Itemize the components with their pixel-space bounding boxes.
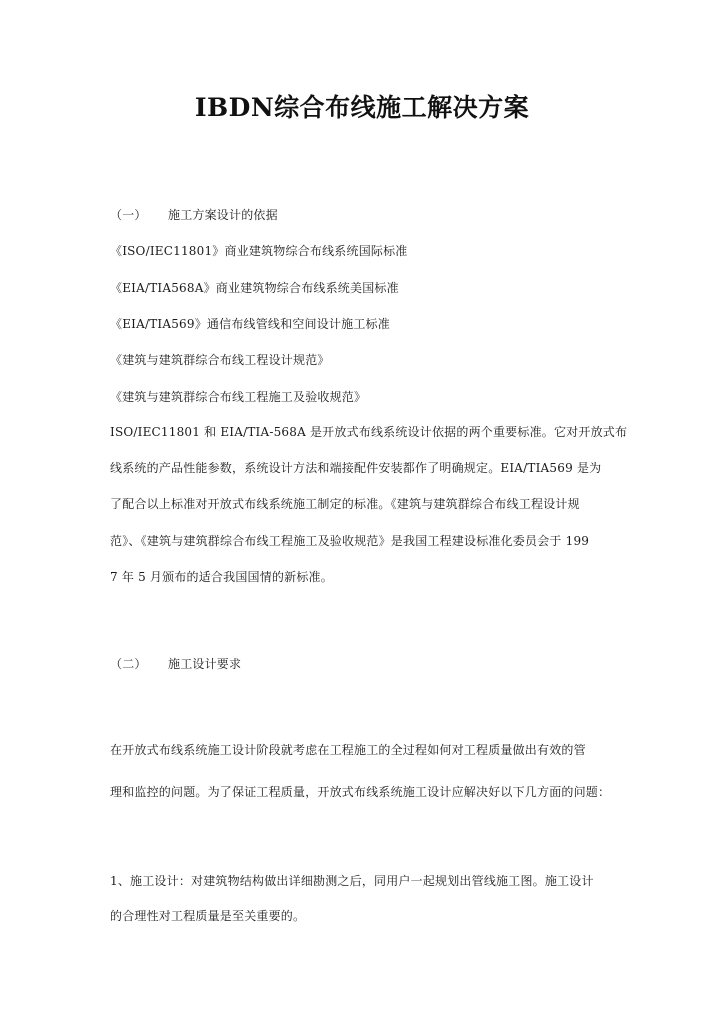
section-number: （二） [110, 657, 147, 671]
paragraph-line: 了配合以上标准对开放式布线系统施工制定的标准。《建筑与建筑群综合布线工程设计规 [110, 497, 580, 511]
section-heading-1 [110, 208, 630, 222]
paragraph-line: 理和监控的问题。为了保证工程质量，开放式布线系统施工设计应解决好以下几方面的问题： [110, 785, 611, 799]
standard-item: 《EIA/TIA568A》商业建筑物综合布线系统美国标准 [110, 281, 399, 295]
paragraph-line: 的合理性对工程质量是至关重要的。 [110, 909, 306, 923]
paragraph-line: 7 年 5 月颁布的适合我国国情的新标准。 [110, 570, 333, 584]
section-heading-2 [110, 657, 630, 671]
standard-item: 《ISO/IEC11801》商业建筑物综合布线系统国际标准 [110, 244, 408, 258]
standard-item: 《建筑与建筑群综合布线工程施工及验收规范》 [110, 390, 367, 404]
paragraph-line: 在开放式布线系统施工设计阶段就考虑在工程施工的全过程如何对工程质量做出有效的管 [110, 743, 586, 757]
section-number: （一） [110, 208, 147, 222]
paragraph-line: ISO/IEC11801 和 EIA/TIA-568A 是开放式布线系统设计依据的两个重要标准。它对开放式布 [110, 425, 628, 439]
section-title: 施工设计要求 [168, 657, 242, 671]
document-title: IBDN综合布线施工解决方案 [194, 93, 530, 122]
paragraph-line: 线系统的产品性能参数，系统设计方法和端接配件安装都作了明确规定。EIA/TIA569 是为 [110, 461, 602, 475]
standard-item: 《建筑与建筑群综合布线工程设计规范》 [110, 353, 330, 367]
standard-item: 《EIA/TIA569》通信布线管线和空间设计施工标准 [110, 317, 390, 331]
paragraph-line: 范》、《建筑与建筑群综合布线工程施工及验收规范》是我国工程建设标准化委员会于 199 [110, 534, 590, 548]
section-title: 施工方案设计的依据 [168, 208, 278, 222]
paragraph-line: 1、施工设计：对建筑物结构做出详细勘测之后，同用户一起规划出管线施工图。施工设计 [110, 874, 594, 888]
